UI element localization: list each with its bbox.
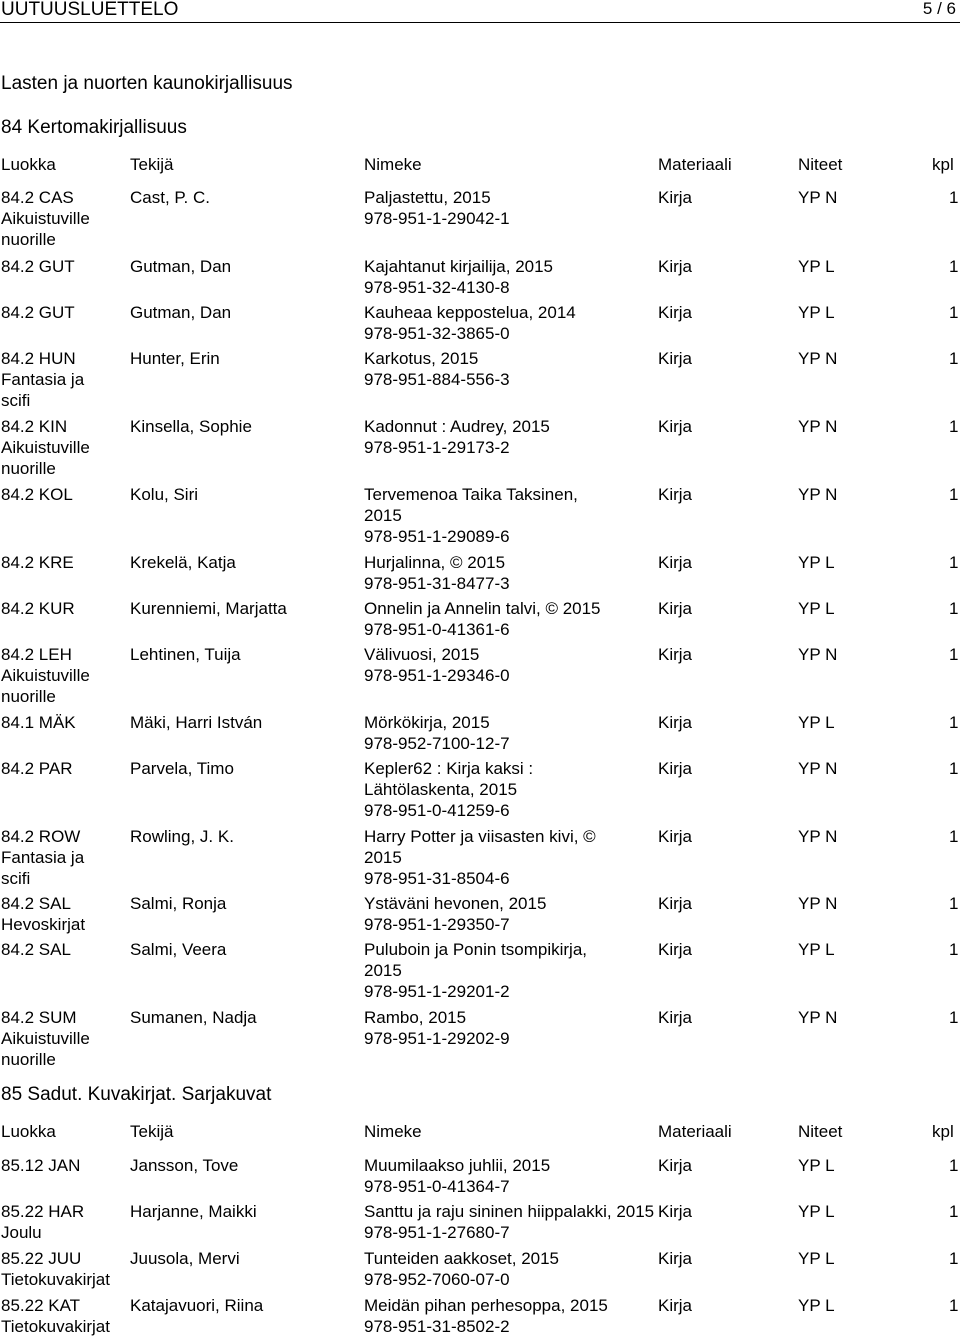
entry-luokka-line: 84.2 CAS	[1, 188, 74, 207]
entry-kpl: 1	[949, 894, 959, 913]
entry-materiaali: Kirja	[658, 827, 693, 846]
entry-tekija: Salmi, Ronja	[130, 894, 227, 913]
entry-nimeke-line: Onnelin ja Annelin talvi, © 2015	[364, 599, 601, 618]
entry-nimeke	[364, 826, 596, 889]
entry-niteet: YP L	[798, 599, 835, 618]
entry-luokka-line: scifi	[1, 869, 31, 888]
entry-nimeke-line: Santtu ja raju sininen hiippalakki, 2015	[364, 1202, 655, 1221]
entry-luokka-line: 84.2 KIN	[1, 417, 68, 436]
subsection-title-85: 85 Sadut. Kuvakirjat. Sarjakuvat	[1, 1084, 272, 1105]
entry-materiaali: Kirja	[658, 1156, 693, 1175]
entry-nimeke	[364, 939, 587, 1002]
page-number: 5 / 6	[922, 0, 956, 18]
entry-kpl: 1	[949, 713, 959, 732]
entry-kpl: 1	[949, 349, 959, 368]
entry-nimeke-line: 978-951-32-4130-8	[364, 278, 510, 297]
entry-kpl: 1	[949, 1156, 959, 1175]
entry-luokka-line: Aikuistuville	[1, 1029, 90, 1048]
entry-nimeke-line: 978-951-1-29201-2	[364, 982, 510, 1001]
entry-materiaali: Kirja	[658, 303, 693, 322]
column-luokka: Luokka	[1, 1122, 56, 1141]
entry-luokka	[1, 348, 84, 411]
entry-materiaali: Kirja	[658, 759, 693, 778]
entry-tekija: Kolu, Siri	[130, 485, 199, 504]
entry-nimeke	[364, 1201, 654, 1243]
entry-luokka-line: 85.22 JUU	[1, 1249, 82, 1268]
entry-luokka	[1, 758, 73, 779]
entry-tekija: Krekelä, Katja	[130, 553, 236, 572]
entry-nimeke-line: 978-952-7060-07-0	[364, 1270, 510, 1289]
entry-luokka	[1, 1248, 110, 1290]
section-title: Lasten ja nuorten kaunokirjallisuus	[1, 73, 293, 94]
entry-nimeke	[364, 1248, 559, 1290]
page-header	[0, 0, 960, 23]
entry-tekija: Juusola, Mervi	[130, 1249, 240, 1268]
entry-nimeke-line: Paljastettu, 2015	[364, 188, 491, 207]
entry-luokka-line: 84.2 SAL	[1, 940, 71, 959]
entry-luokka	[1, 552, 74, 573]
entry-nimeke-line: Kadonnut : Audrey, 2015	[364, 417, 550, 436]
entry-nimeke-line: 978-951-1-29042-1	[364, 209, 510, 228]
entry-luokka-line: 84.2 GUT	[1, 257, 75, 276]
entry-tekija: Kinsella, Sophie	[130, 417, 252, 436]
entry-kpl: 1	[949, 485, 959, 504]
entry-luokka-line: Tietokuvakirjat	[1, 1270, 110, 1289]
entry-tekija: Parvela, Timo	[130, 759, 234, 778]
entry-luokka	[1, 1295, 110, 1337]
entry-kpl: 1	[949, 1249, 959, 1268]
entry-nimeke-line: 978-951-1-29173-2	[364, 438, 510, 457]
entry-luokka-line: 84.2 GUT	[1, 303, 75, 322]
entry-kpl: 1	[949, 188, 959, 207]
entry-nimeke-line: 2015	[364, 848, 402, 867]
entry-luokka	[1, 712, 76, 733]
entry-materiaali: Kirja	[658, 894, 693, 913]
entry-nimeke-line: Harry Potter ja viisasten kivi, ©	[364, 827, 596, 846]
entry-tekija: Kurenniemi, Marjatta	[130, 599, 287, 618]
column-niteet: Niteet	[798, 1122, 843, 1141]
entry-nimeke-line: Lähtölaskenta, 2015	[364, 780, 518, 799]
entry-kpl: 1	[949, 827, 959, 846]
entry-materiaali: Kirja	[658, 645, 693, 664]
entry-nimeke-line: 978-951-0-41364-7	[364, 1177, 510, 1196]
column-materiaali: Materiaali	[658, 155, 732, 174]
entry-tekija: Gutman, Dan	[130, 257, 232, 276]
entry-luokka	[1, 416, 90, 479]
entry-niteet: YP N	[798, 759, 838, 778]
entry-kpl: 1	[949, 759, 959, 778]
entry-materiaali: Kirja	[658, 188, 693, 207]
entry-niteet: YP N	[798, 1008, 838, 1027]
entry-materiaali: Kirja	[658, 1202, 693, 1221]
entry-luokka-line: 84.2 ROW	[1, 827, 81, 846]
entry-nimeke-line: 978-951-1-27680-7	[364, 1223, 510, 1242]
entry-nimeke-line: 978-952-7100-12-7	[364, 734, 510, 753]
column-nimeke: Nimeke	[364, 155, 422, 174]
entry-luokka-line: 84.2 PAR	[1, 759, 73, 778]
entry-materiaali: Kirja	[658, 553, 693, 572]
entry-niteet: YP L	[798, 257, 835, 276]
entry-luokka-line: scifi	[1, 391, 31, 410]
column-niteet: Niteet	[798, 155, 843, 174]
entry-kpl: 1	[949, 1296, 959, 1315]
entry-nimeke-line: Hurjalinna, © 2015	[364, 553, 506, 572]
entry-luokka-line: Hevoskirjat	[1, 915, 86, 934]
entry-luokka-line: nuorille	[1, 230, 56, 249]
entry-nimeke-line: Muumilaakso juhlii, 2015	[364, 1156, 551, 1175]
entry-luokka	[1, 187, 90, 250]
entry-kpl: 1	[949, 599, 959, 618]
entry-tekija: Jansson, Tove	[130, 1156, 239, 1175]
entry-niteet: YP N	[798, 894, 838, 913]
entry-luokka-line: nuorille	[1, 459, 56, 478]
entry-kpl: 1	[949, 417, 959, 436]
entry-niteet: YP L	[798, 1296, 835, 1315]
entry-nimeke-line: 978-951-1-29202-9	[364, 1029, 510, 1048]
entry-nimeke-line: 978-951-0-41361-6	[364, 620, 510, 639]
entry-tekija: Salmi, Veera	[130, 940, 227, 959]
entry-niteet: YP L	[798, 940, 835, 959]
column-header-row	[0, 1122, 960, 1142]
entry-nimeke-line: Karkotus, 2015	[364, 349, 479, 368]
entry-nimeke	[364, 598, 601, 640]
column-tekija: Tekijä	[130, 155, 174, 174]
entry-luokka-line: 84.1 MÄK	[1, 713, 76, 732]
column-materiaali: Materiaali	[658, 1122, 732, 1141]
entry-luokka-line: Fantasia ja	[1, 848, 85, 867]
entry-niteet: YP N	[798, 645, 838, 664]
entry-luokka	[1, 1155, 80, 1176]
entry-kpl: 1	[949, 645, 959, 664]
entry-niteet: YP N	[798, 349, 838, 368]
entry-nimeke-line: Tervemenoa Taika Taksinen,	[364, 485, 578, 504]
entry-materiaali: Kirja	[658, 940, 693, 959]
entry-luokka-line: 85.22 HAR	[1, 1202, 85, 1221]
entry-kpl: 1	[949, 303, 959, 322]
entry-luokka	[1, 256, 75, 277]
entry-materiaali: Kirja	[658, 713, 693, 732]
entry-nimeke-line: 978-951-1-29350-7	[364, 915, 510, 934]
entry-luokka	[1, 1201, 84, 1243]
entry-luokka	[1, 893, 85, 935]
entry-luokka	[1, 939, 71, 960]
entry-luokka	[1, 598, 75, 619]
entry-nimeke	[364, 552, 510, 594]
entry-materiaali: Kirja	[658, 1296, 693, 1315]
entry-niteet: YP L	[798, 713, 835, 732]
entry-materiaali: Kirja	[658, 1249, 693, 1268]
entry-materiaali: Kirja	[658, 485, 693, 504]
entry-nimeke	[364, 644, 510, 686]
entry-niteet: YP N	[798, 485, 838, 504]
entry-nimeke	[364, 1295, 608, 1337]
entry-nimeke	[364, 712, 510, 754]
entry-niteet: YP N	[798, 188, 838, 207]
entry-niteet: YP N	[798, 417, 838, 436]
entry-nimeke-line: Kauheaa keppostelua, 2014	[364, 303, 576, 322]
entry-nimeke	[364, 416, 550, 458]
entry-nimeke-line: Kepler62 : Kirja kaksi :	[364, 759, 534, 778]
entry-tekija: Gutman, Dan	[130, 303, 232, 322]
entry-tekija: Cast, P. C.	[130, 188, 210, 207]
entry-nimeke-line: 978-951-0-41259-6	[364, 801, 510, 820]
entry-luokka-line: 85.22 KAT	[1, 1296, 81, 1315]
entry-luokka-line: Tietokuvakirjat	[1, 1317, 110, 1336]
entry-niteet: YP L	[798, 1202, 835, 1221]
entry-nimeke	[364, 302, 576, 344]
entry-nimeke-line: 2015	[364, 961, 402, 980]
entry-luokka-line: Aikuistuville	[1, 438, 90, 457]
column-kpl: kpl	[932, 1122, 954, 1141]
entry-luokka-line: Joulu	[1, 1223, 42, 1242]
entry-materiaali: Kirja	[658, 1008, 693, 1027]
entry-kpl: 1	[949, 257, 959, 276]
entry-nimeke	[364, 348, 510, 390]
entry-nimeke-line: Välivuosi, 2015	[364, 645, 480, 664]
entry-nimeke-line: Kajahtanut kirjailija, 2015	[364, 257, 554, 276]
entry-nimeke-line: 978-951-31-8477-3	[364, 574, 510, 593]
entry-kpl: 1	[949, 1008, 959, 1027]
entry-niteet: YP L	[798, 553, 835, 572]
entry-niteet: YP L	[798, 303, 835, 322]
entry-niteet: YP L	[798, 1249, 835, 1268]
entry-nimeke-line: Rambo, 2015	[364, 1008, 467, 1027]
entry-tekija: Harjanne, Maikki	[130, 1202, 257, 1221]
entry-luokka-line: 84.2 KRE	[1, 553, 74, 572]
subsection-title-84: 84 Kertomakirjallisuus	[1, 117, 187, 138]
entry-luokka	[1, 1007, 90, 1070]
entry-luokka	[1, 826, 84, 889]
column-kpl: kpl	[932, 155, 954, 174]
entry-luokka	[1, 644, 90, 707]
column-luokka: Luokka	[1, 155, 56, 174]
entry-kpl: 1	[949, 940, 959, 959]
entry-nimeke-line: 978-951-32-3865-0	[364, 324, 510, 343]
entry-nimeke-line: 978-951-1-29089-6	[364, 527, 510, 546]
document-title: UUTUUSLUETTELO	[1, 0, 179, 20]
entry-luokka-line: 84.2 HUN	[1, 349, 76, 368]
entry-niteet: YP N	[798, 827, 838, 846]
entry-luokka-line: Aikuistuville	[1, 209, 90, 228]
entry-luokka-line: 84.2 KOL	[1, 485, 73, 504]
entry-kpl: 1	[949, 1202, 959, 1221]
column-tekija: Tekijä	[130, 1122, 174, 1141]
entry-luokka-line: 84.2 LEH	[1, 645, 72, 664]
entry-nimeke	[364, 484, 578, 547]
entry-nimeke	[364, 893, 546, 935]
entry-luokka-line: nuorille	[1, 1050, 56, 1069]
column-nimeke: Nimeke	[364, 1122, 422, 1141]
entry-materiaali: Kirja	[658, 599, 693, 618]
entry-tekija: Sumanen, Nadja	[130, 1008, 257, 1027]
entry-tekija: Katajavuori, Riina	[130, 1296, 264, 1315]
entry-nimeke-line: 978-951-884-556-3	[364, 370, 510, 389]
entry-tekija: Mäki, Harri István	[130, 713, 263, 732]
entry-nimeke	[364, 758, 533, 821]
entry-luokka-line: 84.2 SAL	[1, 894, 71, 913]
entry-luokka-line: 84.2 KUR	[1, 599, 75, 618]
entry-luokka-line: 85.12 JAN	[1, 1156, 81, 1175]
entry-nimeke-line: Tunteiden aakkoset, 2015	[364, 1249, 560, 1268]
entry-luokka-line: nuorille	[1, 687, 56, 706]
entry-nimeke-line: Ystäväni hevonen, 2015	[364, 894, 547, 913]
entry-nimeke	[364, 1155, 550, 1197]
entry-materiaali: Kirja	[658, 349, 693, 368]
entry-luokka	[1, 302, 75, 323]
entry-materiaali: Kirja	[658, 257, 693, 276]
entry-nimeke	[364, 1007, 510, 1049]
entry-nimeke-line: 978-951-31-8502-2	[364, 1317, 510, 1336]
entry-tekija: Lehtinen, Tuija	[130, 645, 241, 664]
entry-tekija: Rowling, J. K.	[130, 827, 234, 846]
entry-luokka-line: Fantasia ja	[1, 370, 85, 389]
entry-nimeke-line: 978-951-31-8504-6	[364, 869, 510, 888]
entry-nimeke-line: 978-951-1-29346-0	[364, 666, 510, 685]
entry-nimeke-line: Mörkökirja, 2015	[364, 713, 490, 732]
entry-tekija: Hunter, Erin	[130, 349, 220, 368]
entry-nimeke-line: Puluboin ja Ponin tsompikirja,	[364, 940, 588, 959]
entry-materiaali: Kirja	[658, 417, 693, 436]
entry-niteet: YP L	[798, 1156, 835, 1175]
entry-nimeke	[364, 256, 553, 298]
column-header-row	[0, 155, 960, 175]
entry-nimeke-line: 2015	[364, 506, 402, 525]
entry-luokka	[1, 484, 73, 505]
entry-nimeke	[364, 187, 510, 229]
entry-luokka-line: 84.2 SUM	[1, 1008, 77, 1027]
entry-nimeke-line: Meidän pihan perhesoppa, 2015	[364, 1296, 608, 1315]
entry-kpl: 1	[949, 553, 959, 572]
entry-luokka-line: Aikuistuville	[1, 666, 90, 685]
